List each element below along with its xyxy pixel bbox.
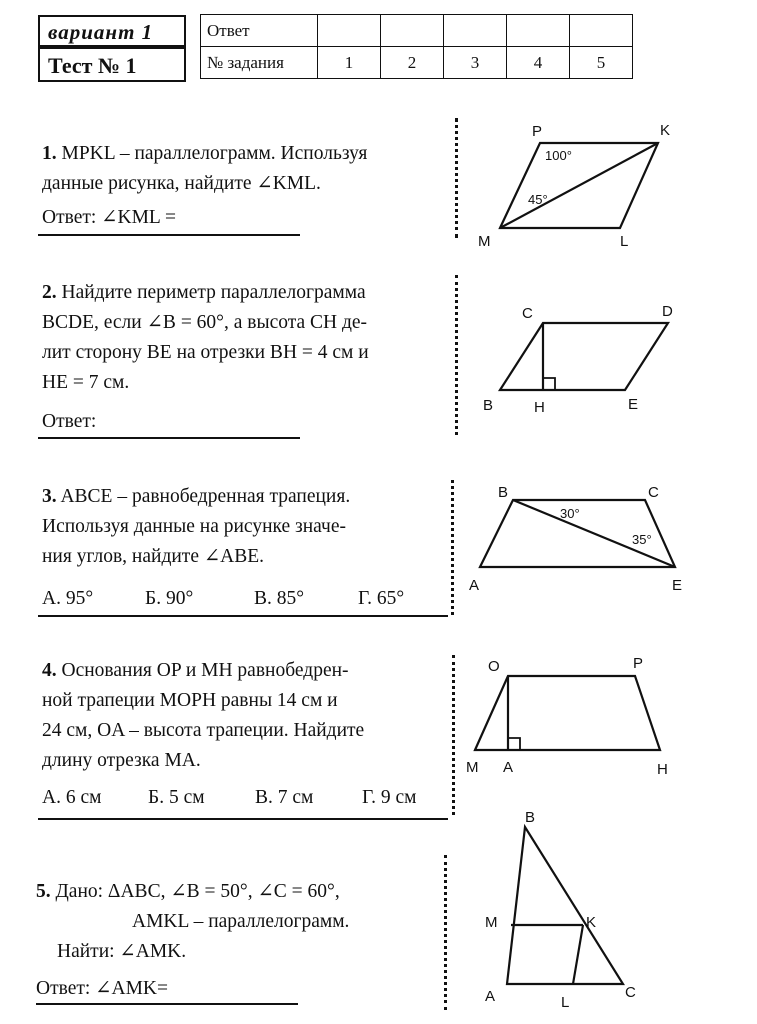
problem-5-number: 5. <box>36 881 51 902</box>
section-divider <box>38 615 448 617</box>
task-number: 2 <box>381 47 444 79</box>
problem-1-answer: Ответ: ∠KML = <box>42 207 176 228</box>
answer-cell-4[interactable] <box>507 15 570 47</box>
answer-row-label: Ответ <box>201 15 318 47</box>
vertex-label: P <box>633 655 644 672</box>
option-a[interactable]: А. 6 см <box>42 787 102 808</box>
problem-5-line-1: Дано: ΔABC, ∠B = 50°, ∠C = 60°, <box>55 881 340 902</box>
parallelogram-shape <box>500 323 668 390</box>
answer-line[interactable] <box>38 234 300 236</box>
vertex-label: C <box>648 484 659 501</box>
problem-1-line <box>42 139 452 169</box>
problem-2-line-2: BCDE, если ∠B = 60°, а высота CH де- <box>42 312 368 333</box>
option-a[interactable]: А. 95° <box>42 588 94 609</box>
vertex-label: M <box>485 914 498 931</box>
column-divider <box>455 118 458 238</box>
figure-trapezoid-moph <box>460 650 690 780</box>
option-v[interactable]: В. 85° <box>254 588 305 609</box>
column-divider <box>452 655 455 815</box>
diagonal-mk <box>500 143 658 228</box>
trapezoid-shape <box>475 676 660 750</box>
section-divider <box>38 818 448 820</box>
problem-3-line-3: ния углов, найдите ∠ABE. <box>42 546 265 567</box>
angle-label: 45° <box>528 192 548 207</box>
vertex-label: O <box>488 658 500 675</box>
angle-label: 35° <box>632 532 652 547</box>
vertex-label: E <box>672 577 683 594</box>
task-number: 3 <box>444 47 507 79</box>
problem-5-text <box>36 877 446 967</box>
task-number-row <box>201 47 633 79</box>
figure-parallelogram-mpkl <box>470 118 690 253</box>
problem-2-answer: Ответ: <box>42 411 97 432</box>
test-label: Тест № 1 <box>38 47 186 82</box>
vertex-label: A <box>469 577 480 594</box>
vertex-label: E <box>628 396 639 413</box>
problem-2-line-3: лит сторону BE на отрезки BH = 4 см и <box>42 342 369 363</box>
triangle-shape <box>507 827 623 984</box>
vertex-label: M <box>466 759 479 776</box>
column-divider <box>455 275 458 435</box>
answer-cell-2[interactable] <box>381 15 444 47</box>
answer-row <box>201 15 633 47</box>
vertex-label: P <box>532 123 543 140</box>
task-row-label: № задания <box>201 47 318 79</box>
task-number: 5 <box>570 47 633 79</box>
problem-4-line-1: Основания OP и MH равнобедрен- <box>61 660 349 681</box>
option-v[interactable]: В. 7 см <box>255 787 314 808</box>
task-number: 4 <box>507 47 570 79</box>
option-b[interactable]: Б. 5 см <box>148 787 205 808</box>
problem-1-line-2: данные рисунка, найдите ∠KML. <box>42 173 321 194</box>
angle-label: 100° <box>545 148 572 163</box>
vertex-label: M <box>478 233 491 250</box>
answer-line[interactable] <box>36 1003 298 1005</box>
angle-label: 30° <box>560 506 580 521</box>
task-number: 1 <box>318 47 381 79</box>
vertex-label: B <box>525 809 536 826</box>
segment-kl <box>573 925 583 984</box>
problem-5-answer: Ответ: ∠AMK= <box>36 978 169 999</box>
problem-2-line-4: HE = 7 см. <box>42 372 130 393</box>
problem-3-text <box>42 482 452 572</box>
problem-1-line-1: MPKL – параллелограмм. Используя <box>61 143 368 164</box>
vertex-label: L <box>620 233 629 250</box>
problem-3-line-2: Используя данные на рисунке значе- <box>42 516 346 537</box>
problem-4-line-2: ной трапеции MOPH равны 14 см и <box>42 690 338 711</box>
vertex-label: L <box>561 994 570 1011</box>
vertex-label: D <box>662 303 673 320</box>
problem-2-line-1: Найдите периметр параллелограмма <box>61 282 366 303</box>
vertex-label: A <box>485 988 496 1005</box>
vertex-label: B <box>498 484 509 501</box>
right-angle-mark <box>508 738 520 750</box>
figure-parallelogram-bcde <box>470 298 700 418</box>
vertex-label: C <box>522 305 533 322</box>
vertex-label: C <box>625 984 636 1001</box>
vertex-label: A <box>503 759 514 776</box>
figure-triangle-abc <box>465 805 665 1015</box>
vertex-label: B <box>483 397 494 414</box>
problem-4-line-4: длину отрезка MA. <box>42 750 201 771</box>
problem-3-line-1: ABCE – равнобедренная трапеция. <box>60 486 351 507</box>
figure-trapezoid-abce <box>460 480 700 600</box>
variant-label: вариант 1 <box>38 15 186 47</box>
answer-cell-3[interactable] <box>444 15 507 47</box>
answer-line[interactable] <box>38 437 300 439</box>
vertex-label: H <box>534 399 545 416</box>
problem-1-text <box>42 139 452 199</box>
problem-4-line-3: 24 см, OA – высота трапеции. Найдите <box>42 720 365 741</box>
answer-table <box>200 14 633 79</box>
problem-2-text <box>42 278 452 398</box>
problem-4-text <box>42 656 452 776</box>
problem-5-line-2: AMKL – параллелограмм. <box>132 911 350 932</box>
option-b[interactable]: Б. 90° <box>145 588 194 609</box>
right-angle-mark <box>543 378 555 390</box>
problem-1-number: 1. <box>42 143 57 164</box>
option-g[interactable]: Г. 65° <box>358 588 405 609</box>
problem-2-number: 2. <box>42 282 57 303</box>
vertex-label: K <box>660 122 671 139</box>
vertex-label: K <box>586 914 597 931</box>
answer-cell-5[interactable] <box>570 15 633 47</box>
option-g[interactable]: Г. 9 см <box>362 787 417 808</box>
answer-cell-1[interactable] <box>318 15 381 47</box>
vertex-label: H <box>657 761 668 778</box>
problem-5-line-3: Найти: ∠AMK. <box>57 941 187 962</box>
problem-3-number: 3. <box>42 486 57 507</box>
problem-4-number: 4. <box>42 660 57 681</box>
